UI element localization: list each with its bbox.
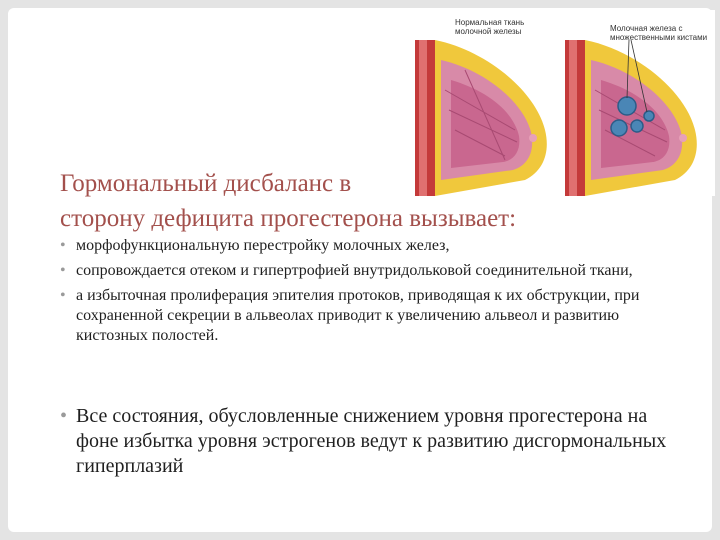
list-item-text: сопровождается отеком и гипертрофией внутридольковой соединительной ткани,	[76, 262, 633, 279]
list-item	[60, 236, 660, 256]
list-item	[60, 286, 660, 346]
bullet-dot-icon: •	[60, 287, 66, 304]
list-item-text: морфофункциональную перестройку молочных желез,	[76, 237, 450, 254]
bullet-dot-icon: •	[60, 405, 68, 427]
title-line-1: Гормональный дисбаланс в	[60, 170, 352, 197]
list-item	[60, 261, 660, 281]
normal-tissue-caption: Нормальная ткань молочной железы	[455, 18, 525, 36]
title-line-2: сторону дефицита прогестерона вызывает:	[60, 205, 517, 232]
conclusion-list	[60, 404, 680, 484]
effects-list	[60, 236, 660, 351]
list-item-text: а избыточная пролиферация эпителия протоков, приводящая к их обструкции, при сохраненной секреции в альвеолах приводит к увеличению альвеол и развитию кистозных полостей.	[76, 287, 640, 344]
list-item-text: Все состояния, обусловленные снижением уровня прогестерона на фоне избытка уровня эстрогенов ведут к развитию дисгормональных гиперплазий	[76, 405, 667, 477]
bullet-dot-icon: •	[60, 237, 66, 254]
cystic-breast-caption: Молочная железа с множественными кистами	[610, 24, 708, 42]
bullet-dot-icon: •	[60, 262, 66, 279]
list-item	[60, 404, 680, 479]
slide-title	[60, 166, 620, 236]
